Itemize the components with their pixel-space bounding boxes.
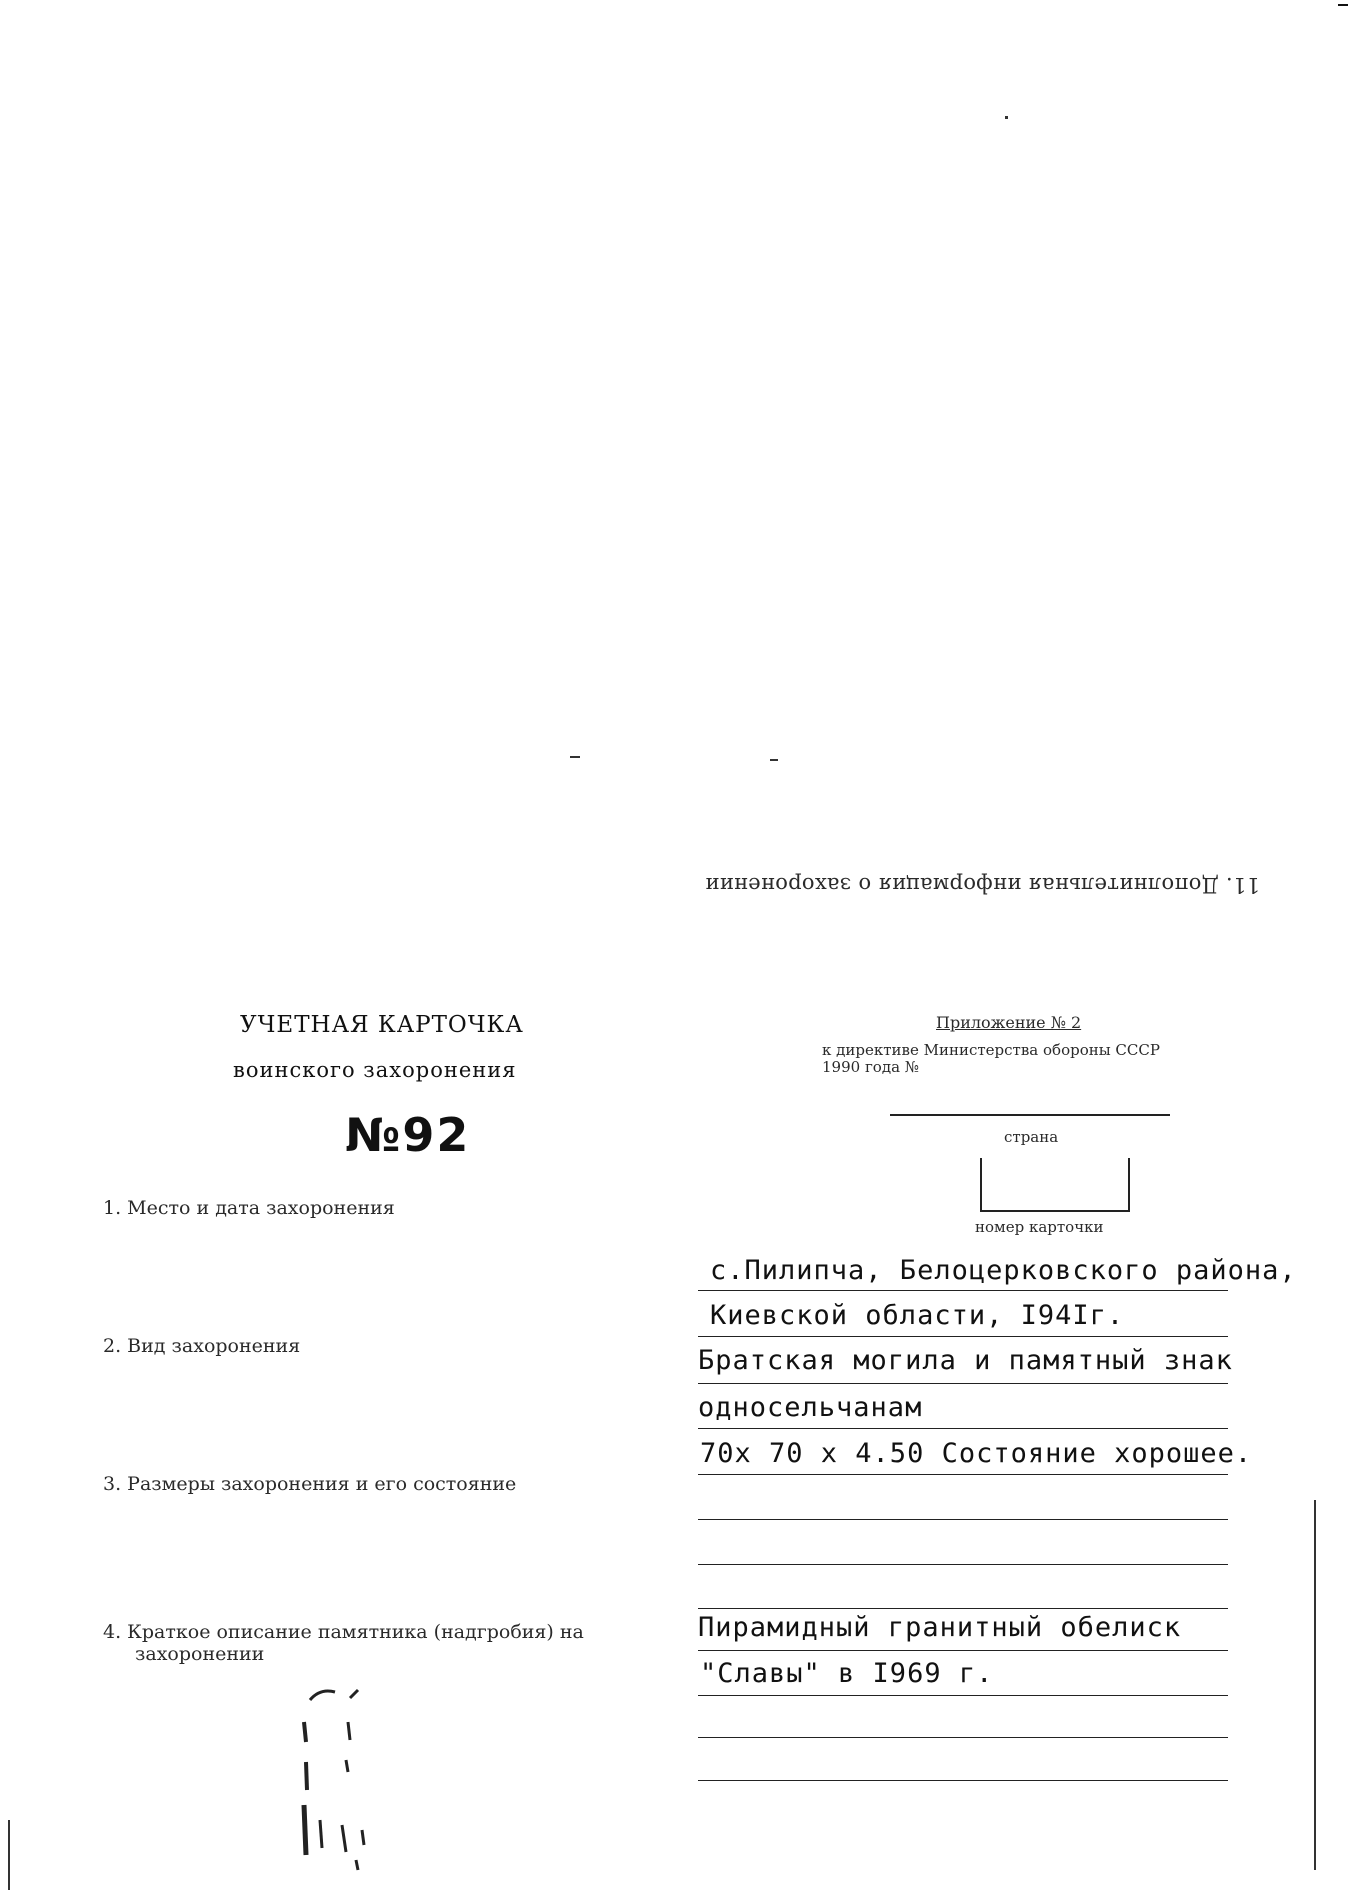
handwritten-mark (300, 1680, 390, 1880)
typed-line-type-1: Братская могила и памятный знак (698, 1345, 1233, 1376)
rule-line (698, 1290, 1228, 1291)
country-label: страна (1004, 1128, 1059, 1146)
rule-line (698, 1695, 1228, 1696)
scan-edge-line (8, 1820, 10, 1890)
scan-edge-line (1314, 1500, 1316, 1870)
directive-line-2: 1990 года № (822, 1058, 919, 1076)
directive-line-1: к директиве Министерства обороны СССР (822, 1041, 1160, 1059)
rule-line (698, 1780, 1228, 1781)
card-title: УЧЕТНАЯ КАРТОЧКА (240, 1012, 524, 1038)
rule-line (698, 1564, 1228, 1565)
field-label-monument (103, 1621, 643, 1665)
typed-line-place-1: с.Пилипча, Белоцерковского района, (710, 1255, 1297, 1286)
appendix-label: Приложение № 2 (936, 1013, 1082, 1032)
typed-line-type-2: односельчанам (698, 1392, 923, 1423)
typed-line-dimensions: 70х 70 х 4.50 Состояние хорошее. (700, 1438, 1253, 1469)
card-number: №92 (345, 1108, 471, 1162)
field-label-monument-line-1: 4. Краткое описание памятника (надгробия) на (103, 1621, 584, 1643)
rule-line (698, 1474, 1228, 1475)
typed-line-monument-2: "Славы" в I969 г. (700, 1658, 994, 1689)
rule-line (698, 1428, 1228, 1429)
rule-line (698, 1737, 1228, 1738)
card-subtitle: воинского захоронения (233, 1058, 517, 1082)
scan-mark (1005, 116, 1008, 119)
rule-line (698, 1336, 1228, 1337)
rule-line (698, 1608, 1228, 1609)
card-number-box (980, 1158, 1130, 1212)
scan-mark (770, 759, 778, 761)
rule-line (698, 1383, 1228, 1384)
country-field-line (890, 1114, 1170, 1116)
scan-mark (1338, 4, 1348, 6)
typed-line-monument-1: Пирамидный гранитный обелиск (698, 1612, 1182, 1643)
rule-line (698, 1650, 1228, 1651)
additional-info-heading: 11. Дополнительная информация о захоронении (705, 873, 1260, 897)
field-label-monument-line-2: захоронении (135, 1643, 265, 1665)
field-label-burial-type: 2. Вид захоронения (103, 1335, 301, 1357)
card-number-box-label: номер карточки (975, 1218, 1104, 1236)
field-label-place-date: 1. Место и дата захоронения (103, 1197, 395, 1219)
typed-line-place-2: Киевской области, I94Iг. (710, 1300, 1125, 1331)
scan-mark (570, 756, 580, 758)
field-label-dimensions: 3. Размеры захоронения и его состояние (103, 1473, 517, 1495)
rule-line (698, 1519, 1228, 1520)
directive-text (822, 1042, 1242, 1076)
